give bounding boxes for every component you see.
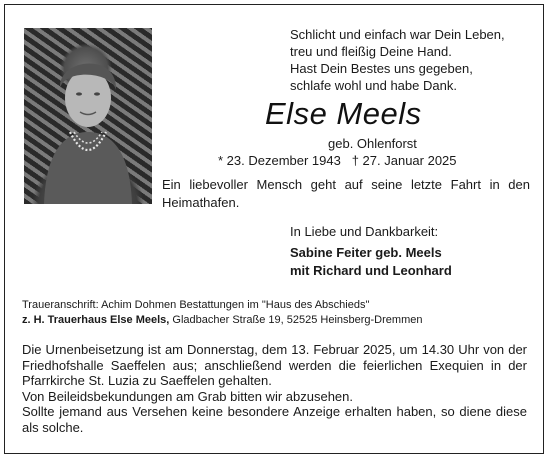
address-line: Traueranschrift: Achim Dohmen Bestattungen im "Haus des Abschieds" [22, 299, 370, 311]
poem-line: schlafe wohl und habe Dank. [290, 78, 457, 93]
gratitude-line: In Liebe und Dankbarkeit: [290, 224, 439, 239]
mourners-list [290, 244, 452, 280]
notice-paragraph: Sollte jemand aus Versehen keine besondere Anzeige erhalten haben, so diene diese als solche. [22, 404, 527, 435]
funeral-notice [22, 342, 527, 435]
notice-paragraph: Die Urnenbeisetzung ist am Donnerstag, dem 13. Februar 2025, um 14.30 Uhr von der Friedhofshalle Saeffelen aus; anschließend werden die feierlichen Exequien in der Pfarrkirche St. Luzia zu Saeffelen gehalten. [22, 342, 527, 388]
birth-date: * 23. Dezember 1943 [218, 153, 341, 168]
poem-line: Hast Dein Bestes uns gegeben, [290, 61, 473, 76]
life-dates [218, 153, 457, 168]
tribute-text: Ein liebevoller Mensch geht auf seine letzte Fahrt in den Heimathafen. [162, 177, 530, 210]
address-line [22, 313, 422, 328]
poem-line: treu und fleißig Deine Hand. [290, 44, 452, 59]
poem [290, 26, 505, 94]
poem-line: Schlicht und einfach war Dein Leben, [290, 27, 505, 42]
deceased-name: Else Meels [265, 96, 422, 131]
death-date: † 27. Januar 2025 [351, 153, 457, 168]
notice-paragraph: Von Beileidsbekundungen am Grab bitten wir abzusehen. [22, 388, 353, 404]
mourner-name: Sabine Feiter geb. Meels [290, 245, 442, 260]
address-street: Gladbacher Straße 19, 52525 Heinsberg-Dremmen [169, 314, 423, 326]
portrait-sketch [24, 28, 152, 204]
address-recipient: z. H. Trauerhaus Else Meels, [22, 314, 170, 326]
mourner-name: mit Richard und Leonhard [290, 263, 452, 278]
born-name: geb. Ohlenforst [328, 136, 417, 151]
mourning-address [22, 298, 422, 328]
portrait-photo [24, 28, 152, 204]
